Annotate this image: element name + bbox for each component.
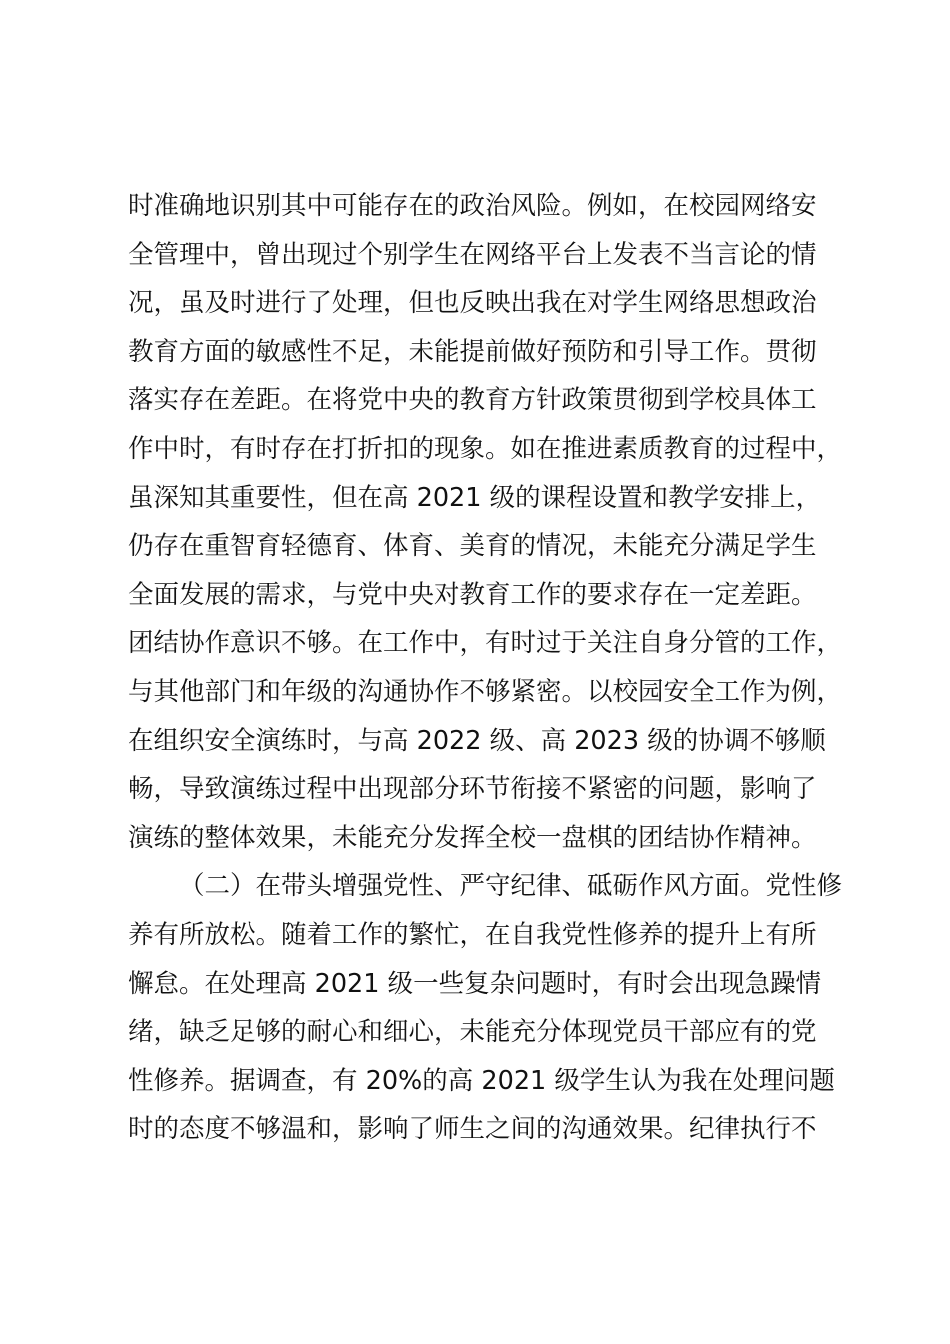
text-line: 性修养。据调查，有 20%的高 2021 级学生认为我在处理问题 [128,1065,835,1096]
text-line: 作中时，有时存在打折扣的现象。如在推进素质教育的过程中， [128,433,843,464]
body-text [128,182,858,1154]
text-line: 与其他部门和年级的沟通协作不够紧密。以校园安全工作为例， [128,676,843,707]
text-line: 时的态度不够温和，影响了师生之间的沟通效果。纪律执行不 [128,1114,817,1145]
text-line: 演练的整体效果，未能充分发挥全校一盘棋的团结协作精神。 [128,822,817,853]
text-line: 仍存在重智育轻德育、体育、美育的情况，未能充分满足学生 [128,531,817,562]
text-line: 时准确地识别其中可能存在的政治风险。例如，在校园网络安 [128,191,817,221]
text-line: 绪，缺乏足够的耐心和细心，未能充分体现党员干部应有的党 [128,1017,817,1048]
text-line: 况，虽及时进行了处理，但也反映出我在对学生网络思想政治 [128,288,817,319]
section-heading-line: （二）在带头增强党性、严守纪律、砥砺作风方面。党性修 [179,871,843,902]
text-line: 团结协作意识不够。在工作中，有时过于关注自身分管的工作， [128,628,843,659]
text-line: 养有所放松。随着工作的繁忙，在自我党性修养的提升上有所 [128,919,817,950]
text-line: 虽深知其重要性，但在高 2021 级的课程设置和教学安排上， [128,482,822,513]
text-line: 全管理中，曾出现过个别学生在网络平台上发表不当言论的情 [128,239,817,270]
text-line: 畅，导致演练过程中出现部分环节衔接不紧密的问题，影响了 [128,774,817,805]
text-line: 落实存在差距。在将党中央的教育方针政策贯彻到学校具体工 [128,385,817,416]
text-line: 全面发展的需求，与党中央对教育工作的要求存在一定差距。 [128,579,817,610]
text-line: 在组织安全演练时，与高 2022 级、高 2023 级的协调不够顺 [128,725,826,756]
text-line: 懈怠。在处理高 2021 级一些复杂问题时，有时会出现急躁情 [128,968,822,999]
text-line: 教育方面的敏感性不足，未能提前做好预防和引导工作。贯彻 [128,336,817,367]
